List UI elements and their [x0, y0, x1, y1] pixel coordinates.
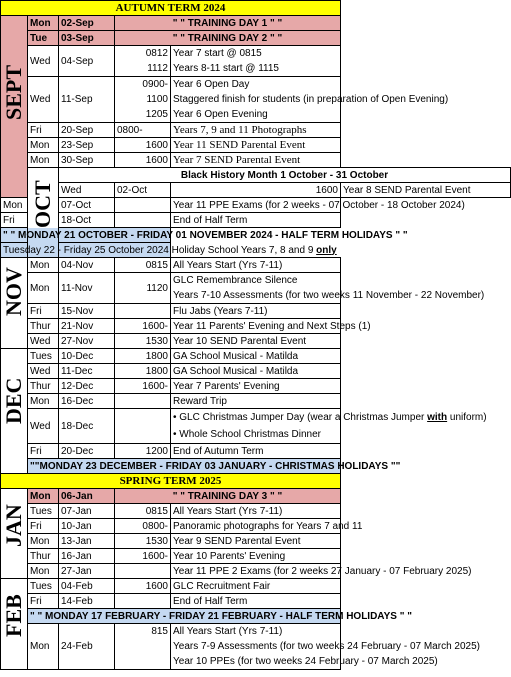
- day-cell: Mon: [28, 624, 59, 670]
- event-cell: End of Autumn Term: [171, 444, 341, 459]
- time-cell: 0900- 1100 1205: [115, 77, 171, 123]
- event-cell: GA School Musical - Matilda: [171, 364, 341, 379]
- time-cell: 0800-: [115, 123, 171, 138]
- event-cell: Year 11 PPE Exams (for 2 weeks - 07 October - 18 October 2024): [171, 198, 341, 213]
- spring-term-header: SPRING TERM 2025: [1, 474, 341, 489]
- month-label-feb: FEB: [1, 579, 28, 670]
- date-cell: 10-Dec: [59, 349, 115, 364]
- calendar-row: [1, 459, 511, 474]
- date-cell: 02-Oct: [115, 183, 171, 198]
- date-cell: 10-Jan: [59, 519, 115, 534]
- calendar-row: [1, 77, 511, 123]
- calendar-row: [1, 609, 511, 624]
- event-cell: GLC Remembrance Silence Years 7-10 Assessments (for two weeks 11 November - 22 November): [171, 273, 341, 304]
- calendar-row: [1, 534, 511, 549]
- date-cell: 06-Jan: [59, 489, 115, 504]
- calendar-row: [1, 594, 511, 609]
- day-cell: Tues: [28, 504, 59, 519]
- calendar-row: [1, 123, 511, 138]
- calendar-row: [1, 183, 511, 198]
- time-cell: [115, 394, 171, 409]
- event-cell: Year 6 Open Day Staggered finish for students (in preparation of Open Evening) Year 6 Open Evening: [171, 77, 341, 123]
- event-cell: Year 10 SEND Parental Event: [171, 334, 341, 349]
- date-cell: 27-Nov: [59, 334, 115, 349]
- day-cell: Mon: [1, 198, 28, 213]
- date-cell: 11-Sep: [59, 77, 115, 123]
- date-cell: 21-Nov: [59, 319, 115, 334]
- date-cell: 04-Nov: [59, 258, 115, 273]
- day-cell: Tue: [28, 31, 59, 46]
- day-cell: Mon: [28, 534, 59, 549]
- time-cell: 1600-: [115, 319, 171, 334]
- day-cell: Mon: [28, 564, 59, 579]
- month-label-sept: SEPT: [1, 16, 28, 198]
- time-cell: [115, 564, 171, 579]
- event-cell: Reward Trip: [171, 394, 341, 409]
- event-cell: Year 9 SEND Parental Event: [171, 534, 341, 549]
- date-cell: 02-Sep: [59, 16, 115, 31]
- event-cell: End of Half Term: [171, 594, 341, 609]
- day-cell: Wed: [59, 183, 115, 198]
- day-cell: Wed: [28, 46, 59, 77]
- calendar-row: [1, 319, 511, 334]
- date-cell: 15-Nov: [59, 304, 115, 319]
- calendar-row: [1, 409, 511, 444]
- time-cell: 1600: [171, 183, 341, 198]
- calendar-row: [1, 273, 511, 304]
- time-cell: [115, 213, 171, 228]
- event-cell: Year 11 Parents' Evening and Next Steps (1): [171, 319, 341, 334]
- time-cell: 1120: [115, 273, 171, 304]
- calendar-row: [1, 228, 511, 243]
- calendar-row: [1, 579, 511, 594]
- holiday-school-banner: Tuesday 22 - Friday 25 October 2024 Holiday School Years 7, 8 and 9 only: [1, 243, 171, 258]
- date-cell: 30-Sep: [59, 153, 115, 168]
- time-cell: [115, 304, 171, 319]
- date-cell: 20-Sep: [59, 123, 115, 138]
- event-cell: Flu Jabs (Years 7-11): [171, 304, 341, 319]
- event-cell: Years 7, 9 and 11 Photographs: [171, 123, 341, 138]
- time-cell: [115, 594, 171, 609]
- calendar-row: [1, 213, 511, 228]
- date-cell: 07-Oct: [59, 198, 115, 213]
- calendar-row: [1, 138, 511, 153]
- event-cell: GLC Recruitment Fair: [171, 579, 341, 594]
- event-cell: All Years Start (Yrs 7-11): [171, 258, 341, 273]
- calendar-row: [1, 16, 511, 31]
- date-cell: 18-Dec: [59, 409, 115, 444]
- time-cell: 1530: [115, 334, 171, 349]
- day-cell: Thur: [28, 319, 59, 334]
- time-cell: 1600-: [115, 379, 171, 394]
- training-day-banner: " " TRAINING DAY 3 " ": [115, 489, 341, 504]
- event-cell: Year 7 Parents' Evening: [171, 379, 341, 394]
- day-cell: Fri: [28, 444, 59, 459]
- day-cell: Fri: [28, 594, 59, 609]
- event-cell: All Years Start (Yrs 7-11) Years 7-9 Assessments (for two weeks 24 February - 07 March 2025) Year 10 PPEs (for two weeks 24 February - 07 March 2025): [171, 624, 341, 670]
- calendar-row: [1, 334, 511, 349]
- day-cell: Tues: [28, 579, 59, 594]
- christmas-holiday-banner: ""MONDAY 23 DECEMBER - FRIDAY 03 JANUARY - CHRISTMAS HOLIDAYS "": [28, 459, 341, 474]
- time-cell: 1200: [115, 444, 171, 459]
- calendar-row: [1, 168, 511, 183]
- time-cell: 0800-: [115, 519, 171, 534]
- calendar-row: [1, 624, 511, 670]
- day-cell: Thur: [28, 549, 59, 564]
- day-cell: Mon: [28, 138, 59, 153]
- date-cell: 14-Feb: [59, 594, 115, 609]
- event-cell: GA School Musical - Matilda: [171, 349, 341, 364]
- time-cell: 0815: [115, 258, 171, 273]
- date-cell: 04-Feb: [59, 579, 115, 594]
- time-cell: 0812 1112: [115, 46, 171, 77]
- date-cell: 07-Jan: [59, 504, 115, 519]
- february-holiday-banner: " " MONDAY 17 FEBRUARY - FRIDAY 21 FEBRUARY - HALF TERM HOLIDAYS " ": [28, 609, 341, 624]
- calendar-row: [1, 304, 511, 319]
- calendar-row: [1, 258, 511, 273]
- calendar-row: [1, 489, 511, 504]
- event-cell: All Years Start (Yrs 7-11): [171, 504, 341, 519]
- day-cell: Thur: [28, 379, 59, 394]
- day-cell: Mon: [28, 16, 59, 31]
- autumn-term-header: AUTUMN TERM 2024: [1, 1, 341, 16]
- date-cell: 04-Sep: [59, 46, 115, 77]
- day-cell: Mon: [28, 489, 59, 504]
- date-cell: 16-Dec: [59, 394, 115, 409]
- training-day-banner: " " TRAINING DAY 1 " ": [115, 16, 341, 31]
- calendar-row: [1, 379, 511, 394]
- day-cell: Mon: [28, 273, 59, 304]
- time-cell: 1600: [115, 138, 171, 153]
- training-day-banner: " " TRAINING DAY 2 " ": [115, 31, 341, 46]
- time-cell: 1600: [115, 579, 171, 594]
- day-cell: Wed: [28, 334, 59, 349]
- event-cell: End of Half Term: [171, 213, 341, 228]
- calendar-row: [1, 364, 511, 379]
- calendar-row: [1, 31, 511, 46]
- calendar-row: [1, 153, 511, 168]
- date-cell: 23-Sep: [59, 138, 115, 153]
- time-cell: 1800: [115, 364, 171, 379]
- day-cell: Mon: [28, 153, 59, 168]
- event-cell: Year 10 Parents' Evening: [171, 549, 341, 564]
- calendar-row: [1, 564, 511, 579]
- month-label-nov: NOV: [1, 258, 28, 349]
- calendar-row: [1, 519, 511, 534]
- month-label-jan: JAN: [1, 489, 28, 579]
- event-cell: Year 11 SEND Parental Event: [171, 138, 341, 153]
- calendar-row: [1, 198, 511, 213]
- event-cell: Panoramic photographs for Years 7 and 11: [171, 519, 341, 534]
- event-cell: Year 11 PPE 2 Exams (for 2 weeks 27 January - 07 February 2025): [171, 564, 341, 579]
- day-cell: Wed: [28, 77, 59, 123]
- date-cell: 12-Dec: [59, 379, 115, 394]
- time-cell: 1530: [115, 534, 171, 549]
- date-cell: 11-Nov: [59, 273, 115, 304]
- event-cell: Year 7 SEND Parental Event: [171, 153, 341, 168]
- october-holiday-banner: " " MONDAY 21 OCTOBER - FRIDAY 01 NOVEMBER 2024 - HALF TERM HOLIDAYS " ": [1, 228, 171, 243]
- time-cell: 1600: [115, 153, 171, 168]
- calendar-row: [1, 394, 511, 409]
- date-cell: 03-Sep: [59, 31, 115, 46]
- date-cell: 20-Dec: [59, 444, 115, 459]
- black-history-month-banner: Black History Month 1 October - 31 October: [59, 168, 511, 183]
- date-cell: 27-Jan: [59, 564, 115, 579]
- date-cell: 18-Oct: [59, 213, 115, 228]
- month-label-oct: OCT: [28, 168, 59, 258]
- day-cell: Wed: [28, 409, 59, 444]
- date-cell: 16-Jan: [59, 549, 115, 564]
- date-cell: 13-Jan: [59, 534, 115, 549]
- day-cell: Fri: [28, 123, 59, 138]
- time-cell: 0815: [115, 504, 171, 519]
- day-cell: Fri: [1, 213, 28, 228]
- date-cell: 11-Dec: [59, 364, 115, 379]
- day-cell: Mon: [28, 258, 59, 273]
- calendar-row: [1, 504, 511, 519]
- calendar-row: [1, 243, 511, 258]
- event-cell: • GLC Christmas Jumper Day (wear a Christmas Jumper with uniform) • Whole School Christmas Dinner: [171, 409, 341, 444]
- day-cell: Wed: [28, 364, 59, 379]
- time-cell: [115, 409, 171, 444]
- date-cell: 24-Feb: [59, 624, 115, 670]
- calendar-row: [1, 444, 511, 459]
- event-cell: Year 8 SEND Parental Event: [341, 183, 511, 198]
- month-label-dec: DEC: [1, 349, 28, 474]
- time-cell: [115, 198, 171, 213]
- time-cell: 1600-: [115, 549, 171, 564]
- day-cell: Fri: [28, 519, 59, 534]
- calendar-row: [1, 549, 511, 564]
- day-cell: Tues: [28, 349, 59, 364]
- day-cell: Mon: [28, 394, 59, 409]
- event-cell: Year 7 start @ 0815 Years 8-11 start @ 1115: [171, 46, 341, 77]
- time-cell: 815: [115, 624, 171, 670]
- calendar-row: [1, 349, 511, 364]
- calendar-row: [1, 46, 511, 77]
- day-cell: Fri: [28, 304, 59, 319]
- time-cell: 1800: [115, 349, 171, 364]
